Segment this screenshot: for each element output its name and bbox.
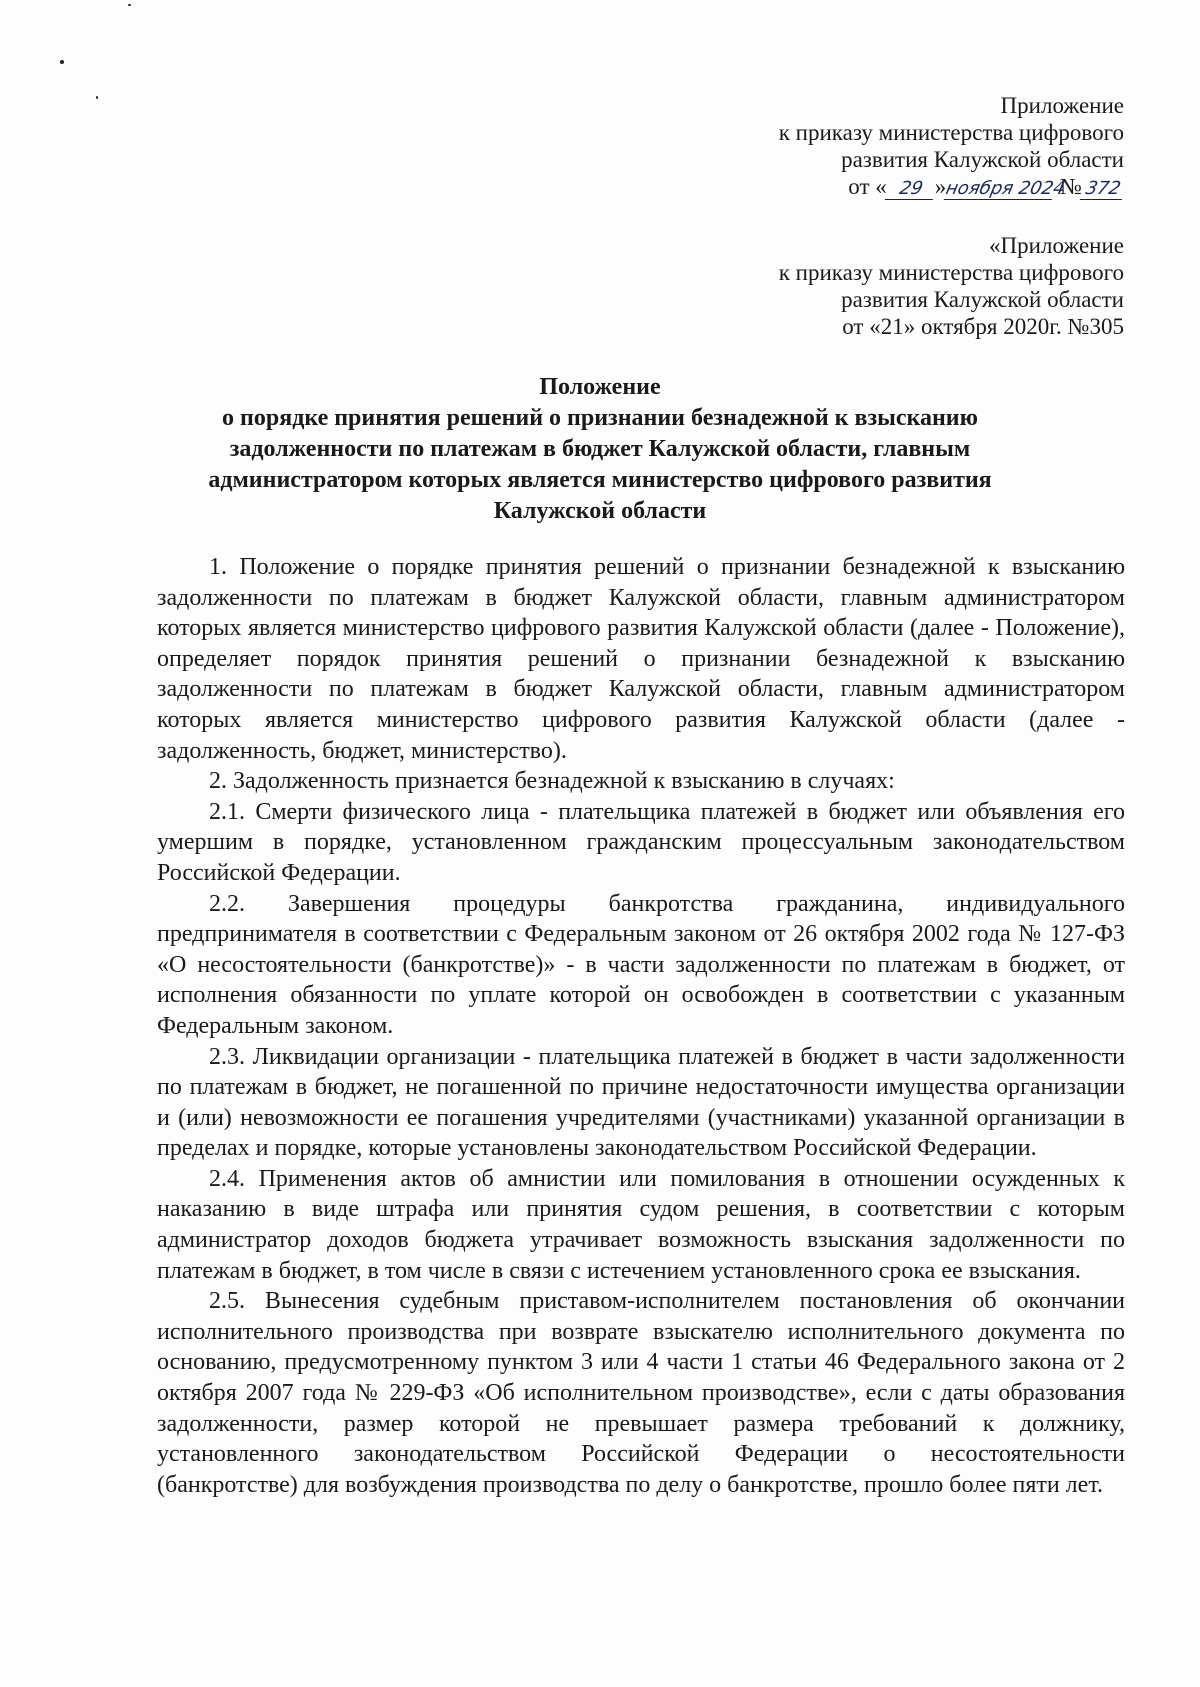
paragraph-2-1: 2.1. Смерти физического лица - плательщика платежей в бюджет или объявления его умершим в порядке, установленном гражданским процессуальным законодательством Российской Федерации. <box>157 798 1125 886</box>
title-line: задолженности по платежам в бюджет Калужской области, главным <box>229 436 971 462</box>
paragraph-1: 1. Положение о порядке принятия решений о признании безнадежной к взысканию задолженности по платежам в бюджет Калужской области, главным администратором которых является министерство цифрового развития Калужской области (далее - Положение), определяет порядок принятия решений о признании безнадежной к взысканию задолженности по платежам в бюджет Калужской области, главным администратором которых является министерство цифрового развития Калужской области (далее - задолженность, бюджет, министерство). <box>157 554 1125 764</box>
header-line: «Приложение <box>989 233 1124 258</box>
header-line: развития Калужской области <box>841 147 1124 172</box>
paragraph-2-5: 2.5. Вынесения судебным приставом-исполнителем постановления об окончании исполнительного производства при возврате взыскателю исполнительного документа по основанию, предусмотренному пунктом 3 или 4 части 1 статьи 46 Федерального закона от 2 октября 2007 года № 229-ФЗ «Об исполнительном производстве», если с даты образования задолженности, размер которой не превышает размера требований к должнику, установленного законодательством Российской Федерации о несостоятельности (банкротстве) для возбуждения производства по делу о банкротстве, прошло более пяти лет. <box>157 1288 1125 1498</box>
paragraph-2: 2. Задолженность признается безнадежной к взысканию в случаях: <box>209 768 895 795</box>
document-body <box>157 552 1125 1500</box>
number-prefix: № <box>1060 174 1082 199</box>
paragraph-2-2: 2.2. Завершения процедуры банкротства гражданина, индивидуального предпринимателя в соответствии с Федеральным законом от 26 октября 2002 года № 127-ФЗ «О несостоятельности (банкротстве)» - в части задолженности по платежам в бюджет, от исполнения обязанности по уплате которой он освобожден в соответствии с указанным Федеральным законом. <box>157 890 1125 1039</box>
date-mid: » <box>934 174 947 199</box>
title-line: администратором которых является министерство цифрового развития <box>208 467 992 493</box>
handwritten-month-year: ноября 2024 <box>944 178 1068 199</box>
original-approval-header <box>779 232 1124 340</box>
title-line: о порядке принятия решений о признании безнадежной к взысканию <box>222 405 978 431</box>
handwritten-day: 29 <box>885 179 937 200</box>
header-line: Приложение <box>1000 93 1124 118</box>
header-date-line <box>779 173 1124 200</box>
paragraph-2-4: 2.4. Применения актов об амнистии или помилования в отношении осужденных к наказанию в виде штрафа или принятия судом решения, в соответствии с которым администратор доходов бюджета утрачивает возможность взыскания задолженности по платежам в бюджет, в том числе в связи с истечением установленного срока ее взыскания. <box>157 1165 1125 1284</box>
title-line: Положение <box>539 374 661 400</box>
header-line: к приказу министерства цифрового <box>778 260 1124 285</box>
scan-speck-dot <box>128 4 131 6</box>
approval-header <box>779 92 1124 200</box>
scan-speck-dot <box>60 60 64 64</box>
document-title <box>150 372 1050 527</box>
date-prefix: от « <box>848 174 887 199</box>
handwritten-order-number: 372 <box>1080 179 1126 200</box>
title-line: Калужской области <box>493 498 707 524</box>
header-line: развития Калужской области <box>841 287 1124 312</box>
header-line: от «21» октября 2020г. №305 <box>842 314 1124 339</box>
header-line: к приказу министерства цифрового <box>778 120 1124 145</box>
scan-speck-dot <box>96 96 98 99</box>
paragraph-2-3: 2.3. Ликвидации организации - плательщика платежей в бюджет в части задолженности по платежам в бюджет, не погашенной по причине недостаточности имущества организации и (или) невозможности ее погашения учредителями (участниками) указанной организации в пределах и порядке, которые установлены законодательством Российской Федерации. <box>157 1043 1125 1162</box>
